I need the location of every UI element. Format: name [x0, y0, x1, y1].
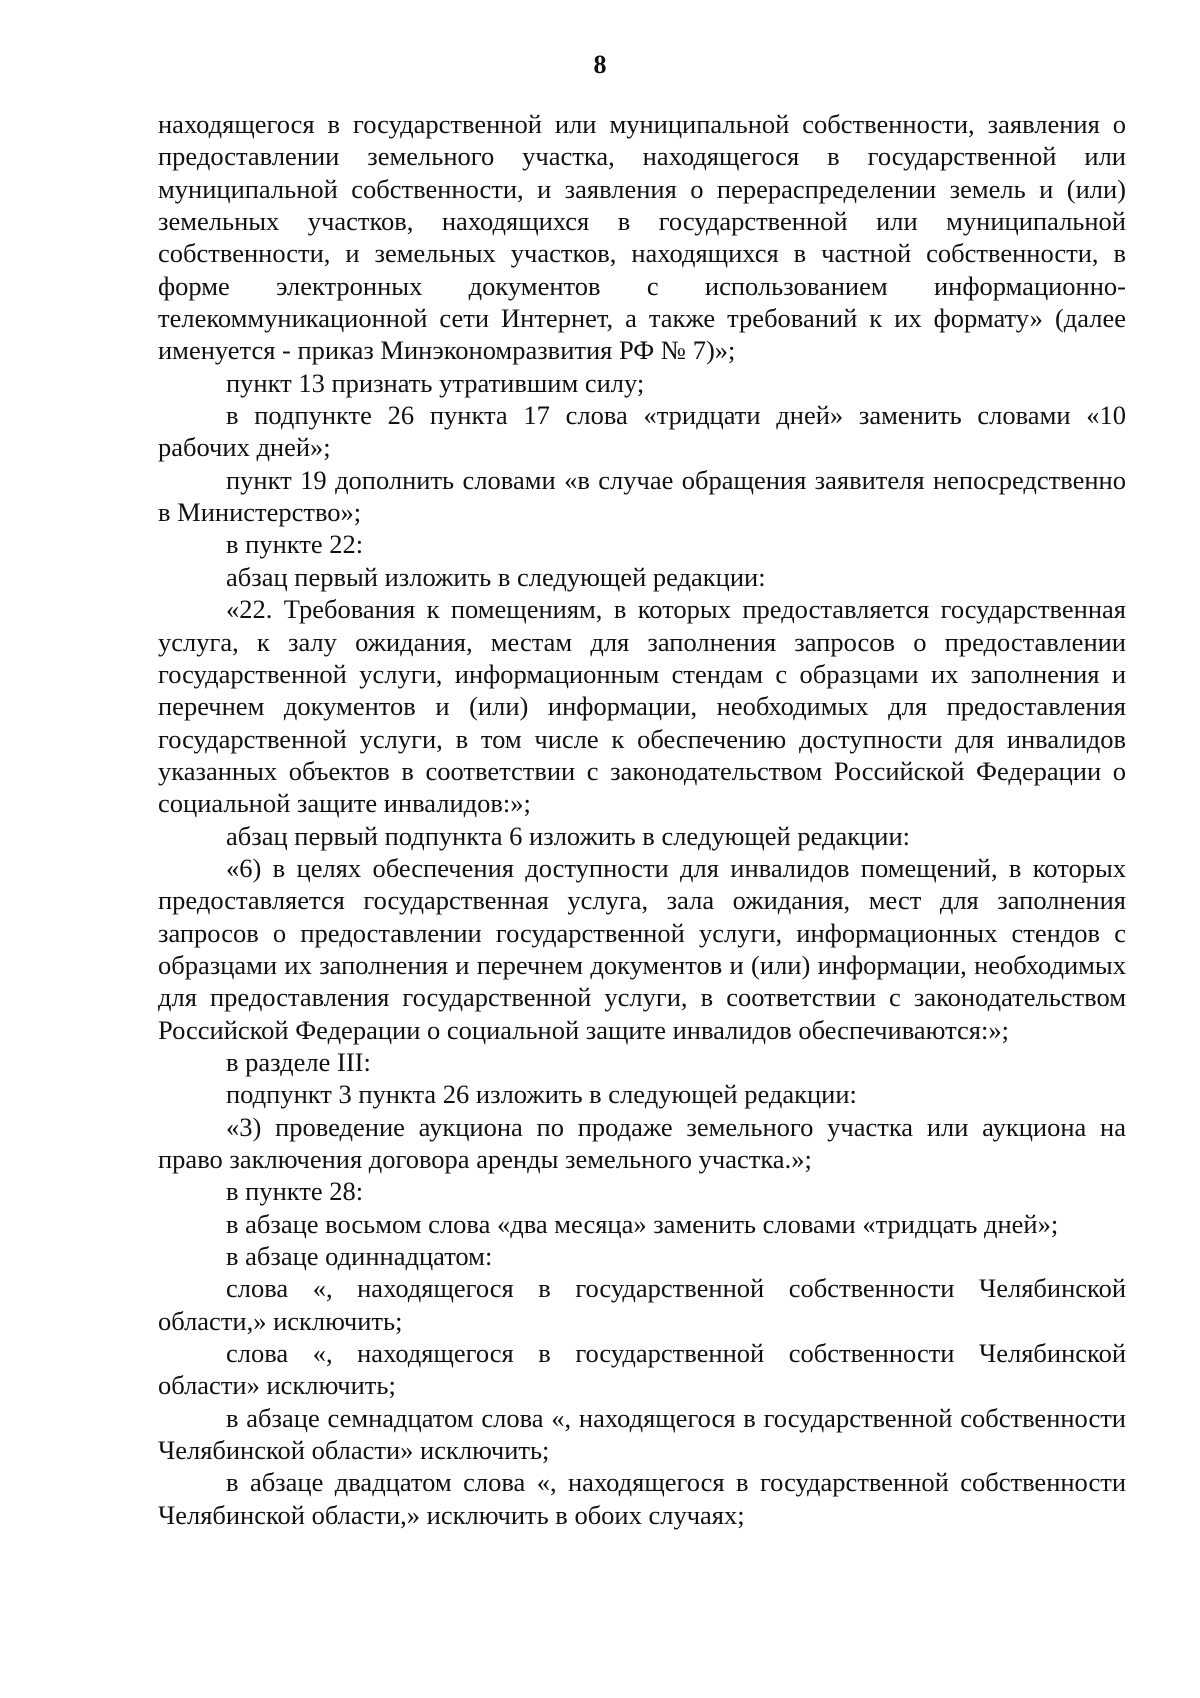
- paragraph-abzac-11-words-2: слова «, находящегося в государственной собственности Челябинской области» исключить;: [158, 1338, 1126, 1401]
- paragraph-item-22-text: «22. Требования к помещениям, в которых предоставляется государственная услуга, к залу ожидания, местам для заполнения запросов о предоставлении государственной услуги, информационным стендам с образцами их заполнения и перечнем документов и (или) информации, необходимых для предоставления государственной услуги, в том числе к обеспечению доступности для инвалидов указанных объектов в соответствии с законодательством Российской Федерации о социальной защите инвалидов:»;: [158, 594, 1126, 819]
- paragraph-item-28: в пункте 28:: [226, 1176, 364, 1207]
- paragraph-abzac-8: в абзаце восьмом слова «два месяца» заменить словами «тридцать дней»;: [226, 1208, 1059, 1239]
- page-number: 8: [593, 50, 607, 79]
- paragraph-subitem-6-heading: абзац первый подпункта 6 изложить в следующей редакции:: [226, 820, 911, 851]
- paragraph-abzac-11-words-1: слова «, находящегося в государственной собственности Челябинской области,» исключить;: [158, 1273, 1126, 1336]
- paragraph-subitem-6-text: «6) в целях обеспечения доступности для инвалидов помещений, в которых предоставляется государственная услуга, зала ожидания, мест для заполнения запросов о предоставлении государственной услуги, информационных стендов с образцами их заполнения и перечнем документов и (или) информации, необходимых для предоставления государственной услуги, в соответствии с законодательством Российской Федерации о социальной защите инвалидов обеспечиваются:»;: [158, 852, 1126, 1045]
- paragraph-item-17: в подпункте 26 пункта 17 слова «тридцати дней» заменить словами «10 рабочих дней»;: [158, 400, 1126, 463]
- paragraph-item-22: в пункте 22:: [226, 529, 364, 560]
- paragraph-item-22-first-abzac: абзац первый изложить в следующей редакции:: [226, 561, 766, 592]
- paragraph-item-13: пункт 13 признать утратившим силу;: [226, 367, 645, 398]
- paragraph-item-26-text: «3) проведение аукциона по продаже земельного участка или аукциона на право заключения договора аренды земельного участка.»;: [158, 1111, 1126, 1174]
- document-body: [158, 108, 1126, 1531]
- paragraph-abzac-17: в абзаце семнадцатом слова «, находящегося в государственной собственности Челябинской области» исключить;: [158, 1402, 1126, 1466]
- paragraph-section-3: в разделе III:: [226, 1046, 371, 1077]
- paragraph-continuation: находящегося в государственной или муниципальной собственности, заявления о предоставлении земельного участка, находящегося в государственной или муниципальной собственности, и заявления о перераспределении земель и (или) земельных участков, находящихся в государственной или муниципальной собственности, и земельных участков, находящихся в частной собственности, в форме электронных документов с использованием информационно-телекоммуникационной сети Интернет, а также требований к их формату» (далее именуется - приказ Минэкономразвития РФ № 7)»;: [158, 109, 1126, 366]
- paragraph-abzac-20: в абзаце двадцатом слова «, находящегося в государственной собственности Челябинской области,» исключить в обоих случаях;: [158, 1467, 1126, 1530]
- paragraph-item-26-heading: подпункт 3 пункта 26 изложить в следующей редакции:: [226, 1079, 857, 1110]
- paragraph-abzac-11: в абзаце одиннадцатом:: [226, 1241, 493, 1272]
- paragraph-item-19: пункт 19 дополнить словами «в случае обращения заявителя непосредственно в Министерство»;: [158, 464, 1126, 528]
